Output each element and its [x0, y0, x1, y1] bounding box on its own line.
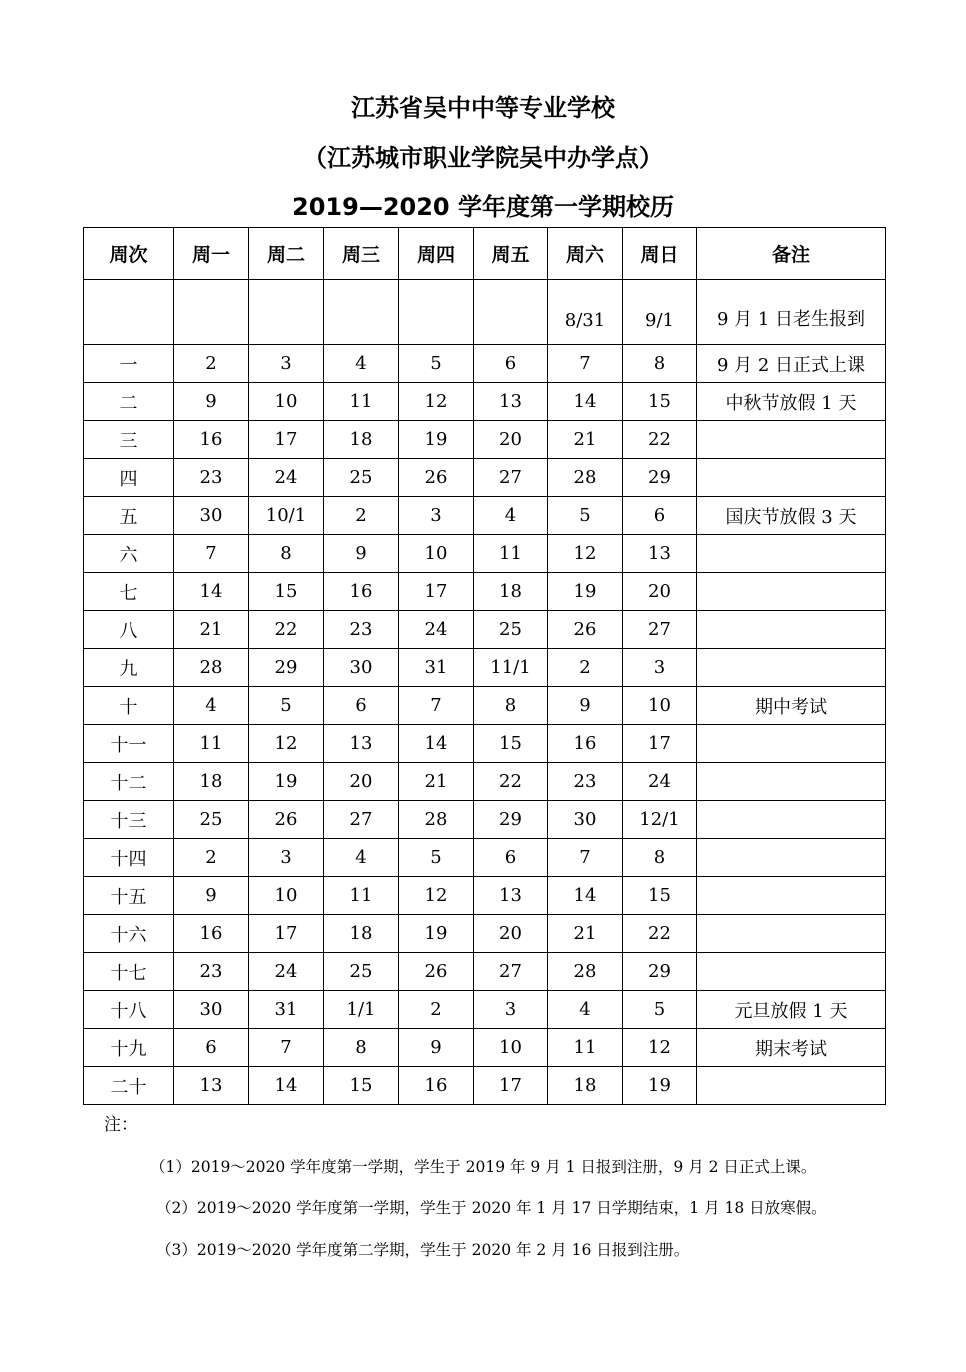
date-cell: 30	[324, 649, 399, 687]
date-cell: 2	[399, 991, 474, 1029]
table-row	[84, 497, 886, 535]
school-calendar-table	[83, 227, 886, 1105]
week-cell: 十二	[84, 763, 174, 801]
date-cell: 11	[174, 725, 249, 763]
week-cell: 十一	[84, 725, 174, 763]
week-cell: 十四	[84, 839, 174, 877]
date-cell: 29	[474, 801, 548, 839]
date-cell: 21	[174, 611, 249, 649]
date-cell: 14	[548, 383, 623, 421]
date-cell: 7	[249, 1029, 324, 1067]
date-cell: 4	[548, 991, 623, 1029]
date-cell: 25	[324, 953, 399, 991]
table-row	[84, 953, 886, 991]
date-cell: 24	[623, 763, 697, 801]
table-row	[84, 345, 886, 383]
date-cell: 30	[174, 991, 249, 1029]
date-cell: 16	[399, 1067, 474, 1105]
date-cell: 20	[474, 915, 548, 953]
date-cell: 17	[474, 1067, 548, 1105]
date-cell: 18	[548, 1067, 623, 1105]
date-cell: 7	[399, 687, 474, 725]
date-cell: 29	[623, 953, 697, 991]
remark-cell	[697, 953, 886, 991]
date-cell: 9	[548, 687, 623, 725]
date-cell: 22	[474, 763, 548, 801]
table-row	[84, 991, 886, 1029]
table-row	[84, 763, 886, 801]
date-cell: 3	[623, 649, 697, 687]
table-row	[84, 383, 886, 421]
date-cell: 12	[249, 725, 324, 763]
week-cell: 十六	[84, 915, 174, 953]
date-cell: 11/1	[474, 649, 548, 687]
date-cell: 27	[623, 611, 697, 649]
date-cell: 4	[324, 839, 399, 877]
date-cell: 20	[623, 573, 697, 611]
date-cell: 22	[623, 421, 697, 459]
date-cell: 23	[174, 953, 249, 991]
date-cell: 8	[474, 687, 548, 725]
remark-cell: 9 月 1 日老生报到	[697, 280, 886, 345]
date-cell: 12	[399, 877, 474, 915]
date-cell: 10	[399, 535, 474, 573]
date-cell: 11	[324, 383, 399, 421]
table-row	[84, 535, 886, 573]
date-cell: 21	[548, 915, 623, 953]
date-cell: 13	[474, 383, 548, 421]
remark-cell	[697, 801, 886, 839]
date-cell: 12	[623, 1029, 697, 1067]
week-cell	[84, 280, 174, 345]
date-cell: 9	[399, 1029, 474, 1067]
remark-cell: 9 月 2 日正式上课	[697, 345, 886, 383]
column-header: 周一	[174, 228, 249, 280]
date-cell: 8/31	[548, 280, 623, 345]
week-cell: 七	[84, 573, 174, 611]
date-cell	[249, 280, 324, 345]
date-cell: 14	[249, 1067, 324, 1105]
table-row	[84, 649, 886, 687]
date-cell: 25	[474, 611, 548, 649]
note-2: （2）2019～2020 学年度第一学期，学生于 2020 年 1 月 17 日学期结束，1 月 18 日放寒假。	[156, 1199, 827, 1217]
date-cell: 23	[324, 611, 399, 649]
date-cell: 15	[623, 877, 697, 915]
table-row	[84, 877, 886, 915]
date-cell: 15	[249, 573, 324, 611]
remark-cell	[697, 839, 886, 877]
date-cell: 29	[249, 649, 324, 687]
remark-cell: 中秋节放假 1 天	[697, 383, 886, 421]
date-cell: 30	[174, 497, 249, 535]
date-cell: 2	[324, 497, 399, 535]
date-cell: 10/1	[249, 497, 324, 535]
table-row	[84, 687, 886, 725]
date-cell: 10	[474, 1029, 548, 1067]
week-cell: 六	[84, 535, 174, 573]
week-cell: 八	[84, 611, 174, 649]
column-header: 周次	[84, 228, 174, 280]
column-header: 周六	[548, 228, 623, 280]
school-name: 江苏省吴中中等专业学校	[351, 94, 615, 122]
date-cell: 4	[324, 345, 399, 383]
date-cell: 15	[324, 1067, 399, 1105]
calendar-title: 2019—2020 学年度第一学期校历	[292, 193, 674, 221]
week-cell: 二	[84, 383, 174, 421]
date-cell: 20	[324, 763, 399, 801]
date-cell: 12	[548, 535, 623, 573]
date-cell: 30	[548, 801, 623, 839]
notes-heading: 注：	[104, 1115, 138, 1135]
date-cell: 29	[623, 459, 697, 497]
date-cell: 26	[249, 801, 324, 839]
date-cell: 10	[623, 687, 697, 725]
week-cell: 十八	[84, 991, 174, 1029]
date-cell: 5	[623, 991, 697, 1029]
date-cell: 10	[249, 877, 324, 915]
date-cell	[399, 280, 474, 345]
date-cell: 31	[399, 649, 474, 687]
date-cell: 8	[623, 839, 697, 877]
date-cell: 24	[249, 953, 324, 991]
date-cell: 3	[249, 839, 324, 877]
remark-cell	[697, 611, 886, 649]
table-row	[84, 725, 886, 763]
table-row	[84, 1029, 886, 1067]
remark-cell	[697, 459, 886, 497]
date-cell: 17	[399, 573, 474, 611]
table-row	[84, 915, 886, 953]
date-cell: 19	[399, 915, 474, 953]
date-cell: 31	[249, 991, 324, 1029]
date-cell: 17	[249, 915, 324, 953]
date-cell: 6	[324, 687, 399, 725]
date-cell: 25	[174, 801, 249, 839]
date-cell: 13	[623, 535, 697, 573]
date-cell: 22	[623, 915, 697, 953]
date-cell: 27	[324, 801, 399, 839]
date-cell: 3	[474, 991, 548, 1029]
date-cell: 9	[174, 877, 249, 915]
date-cell: 2	[548, 649, 623, 687]
table-row	[84, 459, 886, 497]
date-cell: 2	[174, 345, 249, 383]
week-cell: 三	[84, 421, 174, 459]
date-cell: 13	[324, 725, 399, 763]
date-cell: 9/1	[623, 280, 697, 345]
week-cell: 四	[84, 459, 174, 497]
date-cell: 26	[399, 953, 474, 991]
date-cell: 24	[249, 459, 324, 497]
date-cell: 8	[324, 1029, 399, 1067]
date-cell: 28	[548, 953, 623, 991]
date-cell: 7	[548, 839, 623, 877]
date-cell: 19	[249, 763, 324, 801]
date-cell: 9	[174, 383, 249, 421]
date-cell: 5	[548, 497, 623, 535]
week-cell: 一	[84, 345, 174, 383]
date-cell: 27	[474, 953, 548, 991]
date-cell: 7	[548, 345, 623, 383]
date-cell: 23	[548, 763, 623, 801]
remark-cell	[697, 725, 886, 763]
remark-cell	[697, 573, 886, 611]
date-cell: 5	[399, 839, 474, 877]
date-cell: 10	[249, 383, 324, 421]
remark-cell	[697, 535, 886, 573]
remark-cell: 国庆节放假 3 天	[697, 497, 886, 535]
table-row	[84, 839, 886, 877]
date-cell: 19	[623, 1067, 697, 1105]
date-cell: 21	[548, 421, 623, 459]
date-cell: 11	[474, 535, 548, 573]
column-header: 周四	[399, 228, 474, 280]
week-cell: 十七	[84, 953, 174, 991]
date-cell: 17	[623, 725, 697, 763]
week-cell: 十三	[84, 801, 174, 839]
date-cell: 16	[174, 421, 249, 459]
date-cell: 14	[399, 725, 474, 763]
date-cell: 12/1	[623, 801, 697, 839]
date-cell: 24	[399, 611, 474, 649]
date-cell: 26	[548, 611, 623, 649]
column-header: 周三	[324, 228, 399, 280]
remark-cell	[697, 649, 886, 687]
date-cell	[474, 280, 548, 345]
week-cell: 十	[84, 687, 174, 725]
date-cell: 15	[623, 383, 697, 421]
week-cell: 十九	[84, 1029, 174, 1067]
table-row	[84, 611, 886, 649]
date-cell: 4	[174, 687, 249, 725]
table-row	[84, 421, 886, 459]
remark-cell	[697, 763, 886, 801]
date-cell: 7	[174, 535, 249, 573]
date-cell: 26	[399, 459, 474, 497]
date-cell: 22	[249, 611, 324, 649]
date-cell: 6	[474, 345, 548, 383]
date-cell: 20	[474, 421, 548, 459]
date-cell: 1/1	[324, 991, 399, 1029]
date-cell: 28	[399, 801, 474, 839]
date-cell	[324, 280, 399, 345]
date-cell: 5	[399, 345, 474, 383]
remark-cell	[697, 877, 886, 915]
date-cell: 3	[249, 345, 324, 383]
note-3: （3）2019～2020 学年度第二学期，学生于 2020 年 2 月 16 日报到注册。	[156, 1241, 690, 1259]
date-cell: 15	[474, 725, 548, 763]
date-cell: 19	[548, 573, 623, 611]
remark-cell: 期末考试	[697, 1029, 886, 1067]
header-row	[84, 228, 886, 280]
date-cell: 13	[174, 1067, 249, 1105]
date-cell: 18	[324, 915, 399, 953]
date-cell: 5	[249, 687, 324, 725]
date-cell: 28	[548, 459, 623, 497]
date-cell: 27	[474, 459, 548, 497]
date-cell	[174, 280, 249, 345]
date-cell: 23	[174, 459, 249, 497]
date-cell: 13	[474, 877, 548, 915]
note-1: （1）2019～2020 学年度第一学期，学生于 2019 年 9 月 1 日报到注册，9 月 2 日正式上课。	[150, 1158, 817, 1176]
date-cell: 16	[324, 573, 399, 611]
column-header: 周五	[474, 228, 548, 280]
date-cell: 16	[174, 915, 249, 953]
date-cell: 8	[249, 535, 324, 573]
week-cell: 五	[84, 497, 174, 535]
date-cell: 21	[399, 763, 474, 801]
remark-cell	[697, 1067, 886, 1105]
campus-name: （江苏城市职业学院吴中办学点）	[303, 144, 663, 172]
date-cell: 6	[623, 497, 697, 535]
week-cell: 十五	[84, 877, 174, 915]
date-cell: 6	[174, 1029, 249, 1067]
remark-cell	[697, 421, 886, 459]
date-cell: 9	[324, 535, 399, 573]
week-cell: 二十	[84, 1067, 174, 1105]
column-header: 周二	[249, 228, 324, 280]
date-cell: 12	[399, 383, 474, 421]
date-cell: 4	[474, 497, 548, 535]
date-cell: 14	[174, 573, 249, 611]
date-cell: 25	[324, 459, 399, 497]
table-row	[84, 801, 886, 839]
remark-cell: 元旦放假 1 天	[697, 991, 886, 1029]
date-cell: 18	[174, 763, 249, 801]
date-cell: 16	[548, 725, 623, 763]
date-cell: 2	[174, 839, 249, 877]
date-cell: 17	[249, 421, 324, 459]
date-cell: 28	[174, 649, 249, 687]
date-cell: 14	[548, 877, 623, 915]
column-header: 备注	[697, 228, 886, 280]
date-cell: 11	[324, 877, 399, 915]
date-cell: 18	[324, 421, 399, 459]
column-header: 周日	[623, 228, 697, 280]
date-cell: 11	[548, 1029, 623, 1067]
remark-cell	[697, 915, 886, 953]
table-row	[84, 280, 886, 345]
date-cell: 18	[474, 573, 548, 611]
date-cell: 8	[623, 345, 697, 383]
week-cell: 九	[84, 649, 174, 687]
table-row	[84, 573, 886, 611]
date-cell: 3	[399, 497, 474, 535]
remark-cell: 期中考试	[697, 687, 886, 725]
date-cell: 19	[399, 421, 474, 459]
date-cell: 6	[474, 839, 548, 877]
table-row	[84, 1067, 886, 1105]
